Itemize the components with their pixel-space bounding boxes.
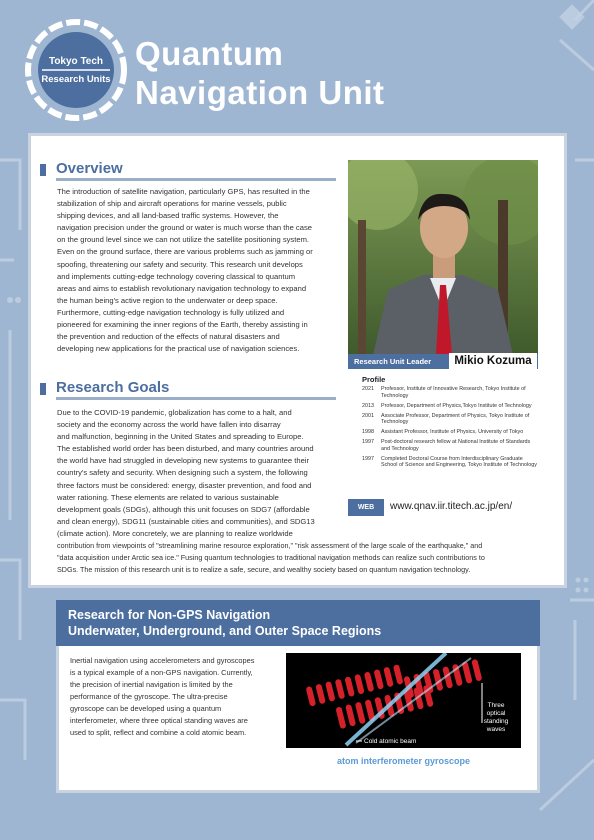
profile-list [362,386,538,472]
goals-line: country's safety and security. When designing such a system, the following [57,468,308,478]
profile-desc: Completed Doctoral Course from Interdisciplinary Graduate School of Science and Engineering, Tokyo Institute of Technology [381,455,537,469]
overview-line: spoofing, threatening our safety and security. This research unit develops [57,259,303,269]
nongps-line: performance of the gyroscope. The ultra-precise [70,692,228,701]
nongps-title [68,607,381,639]
figure-label-waves: Three optical standing waves [483,702,509,733]
overview-line: Even on the ground surface, there are various problems such as jamming or [57,247,313,257]
overview-line: navigation precision under the ground or water is much worse than the case [57,223,312,233]
overview-line: the prevention and reduction of the effects of natural disasters and [57,332,280,342]
profile-entry [362,413,538,426]
portrait-image [348,160,538,355]
overview-line: pioneered for examining the inner regions of the Earth, thereby assisting in [57,320,308,330]
nongps-text [70,655,278,739]
goals-line: society and the economy across the world have fallen into disarray [57,420,281,430]
nongps-line: gyroscope can be developed using a quantum [70,704,222,713]
overview-line: stabilization of ship and aircraft operations for marine vessels, public [57,199,287,209]
profile-year: 1998 [362,429,374,436]
logo-text-bottom: Research Units [41,74,111,85]
goals-line: and malfunction, beginning in the United States and spreading to Europe. [57,432,304,442]
figure-label-beam: Cold atomic beam [364,738,417,745]
profile-desc: Associate Professor, Department of Physics, Tokyo Institute of Technology [381,412,530,426]
profile-year: 1997 [362,439,374,446]
goals-line: Due to the COVID-19 pandemic, globalization has come to a halt, and [57,408,292,417]
overview-line: The introduction of satellite navigation, particularly GPS, has resulted in the [57,187,310,196]
goals-line: three factors must be considered: energy, disaster prevention, and food and [57,480,312,490]
profile-title: Profile [362,375,386,384]
profile-year: 2013 [362,402,374,409]
profile-entry [362,456,538,469]
goals-line: water rationing. These elements are related to various sustainable [57,492,279,502]
leader-photo [348,160,538,355]
overview-line: on the ground level since we can not utilize the satellite positioning system. [57,235,310,245]
goals-text [57,407,347,540]
goals-line: The established world order has been disturbed, and many countries around [57,444,314,454]
goals-marker [40,383,46,395]
profile-desc: Professor, Institute of Innovative Research, Tokyo Institute of Technology [381,386,526,399]
profile-year: 1997 [362,455,374,462]
nongps-line: the precision of inertial navigation is limited by the [70,680,233,689]
overview-line: and implements cutting-edge technology covering classical to quantum [57,271,296,281]
goals-text-wide [57,540,537,576]
overview-line: the human being's active region to the underwater or deep space. [57,295,278,305]
leader-label: Research Unit Leader [354,357,432,366]
profile-desc: Professor, Department of Physics,Tokyo Institute of Technology [381,402,532,409]
nongps-line: Inertial navigation using accelerometers and gyroscopes [70,656,255,665]
goals-line: development goals (SDGs), although this unit focuses on SDG7 (affordable [57,504,310,514]
nongps-title-line2: Underwater, Underground, and Outer Space Regions [68,624,382,638]
nongps-line: used to split, reflect and combine a cold atomic beam. [70,728,247,737]
leader-name: Mikio Kozuma [449,353,537,369]
overview-line: shipping devices, and all land-based traffic systems. However, the [57,211,279,221]
profile-entry [362,439,538,452]
overview-rule [56,178,336,181]
overview-line: Furthermore, cutting-edge navigation technology is fully utilized and [57,307,285,317]
goals-rule [56,397,336,400]
overview-line: developing new applications for the practical use of navigation sciences. [57,344,300,354]
logo-ring-icon [24,18,128,122]
page-title [135,34,385,112]
profile-entry [362,386,538,399]
profile-year: 2021 [362,386,374,392]
profile-entry [362,403,538,410]
goals-heading: Research Goals [56,379,170,396]
page-title-line2: Navigation Unit [135,74,385,111]
profile-year: 2001 [362,412,374,419]
page-title-line1: Quantum [135,35,284,72]
overview-heading: Overview [56,160,123,177]
nongps-line: is a typical example of a non-GPS navigation. Currently, [70,668,253,677]
logo-text-top: Tokyo Tech [48,56,104,67]
overview-text [57,186,347,355]
profile-entry [362,429,538,436]
web-url-link[interactable]: www.qnav.iir.titech.ac.jp/en/ [390,501,513,512]
web-label: WEB [348,499,384,516]
profile-desc: Assistant Professor, Institute of Physics, University of Tokyo [381,429,524,436]
overview-marker [40,164,46,176]
goals-line: contribution from viewpoints of "streamlining marine resource exploration," "risk assessment of the large scale of the earthquake," and [57,541,483,550]
goals-line: "data acquisition under Arctic sea ice." Fusing quantum technologies to traditional navigation methods can realize such contributions to [57,553,485,563]
profile-desc: Post-doctoral research fellow at National Institute of Standards and Technology [381,439,531,452]
goals-line: and clean energy), SDG11 (sustainable cities and communities), and SDG13 [57,516,315,526]
nongps-line: interferometer, where three optical standing waves are [70,716,248,725]
figure-caption: atom interferometer gyroscope [336,756,471,766]
goals-line: (climate action). More concretely, we are planning to realize worldwide [57,528,293,538]
goals-line: the world have had struggled in developing new systems to guarantee their [57,456,310,466]
nongps-title-line1: Research for Non-GPS Navigation [68,608,271,622]
overview-line: areas and aims to establish revolutionary navigation technology to expand [57,283,307,293]
goals-line: SDGs. The mission of this research unit is to realize a safe, secure, and wealthy society based on quantum navigation technology. [57,565,471,575]
tokyo-tech-logo [24,18,128,122]
